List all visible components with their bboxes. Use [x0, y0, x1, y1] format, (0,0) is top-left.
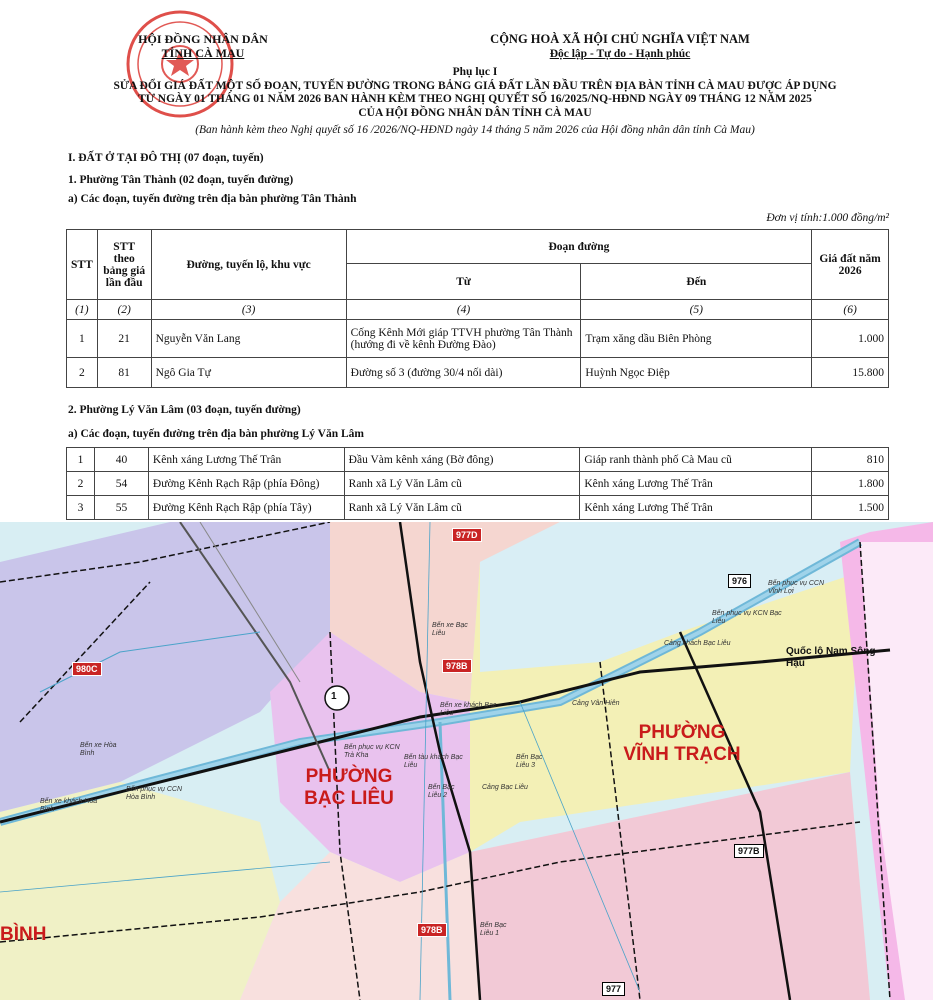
- cell-tu: Cống Kênh Mới giáp TTVH phường Tân Thành (hướng đi về kênh Đường Đào): [346, 320, 581, 358]
- col-stt-theo: STT theo bảng giá lần đầu: [97, 230, 151, 300]
- cell-den: Giáp ranh thành phố Cà Mau cũ: [580, 448, 812, 472]
- table-row: [67, 448, 889, 472]
- road-marker: 978B: [417, 923, 447, 937]
- table-row: [67, 358, 889, 388]
- col-duong: Đường, tuyến lộ, khu vực: [151, 230, 346, 300]
- poi-label: Cảng Vân Hiên: [572, 700, 620, 707]
- org-line2: TỈNH CÀ MAU: [161, 46, 245, 60]
- title-line2: TỪ NGÀY 01 THÁNG 01 NĂM 2026 BAN HÀNH KÈM THEO NGHỊ QUYẾT SỐ 16/2025/NQ-HĐND NGÀY 09 THÁNG 12 NĂM 2025: [138, 93, 812, 105]
- road-marker: 977B: [734, 844, 764, 858]
- poi-label: Bến Bạc Liêu 2: [428, 784, 455, 799]
- country-name: CỘNG HOÀ XÃ HỘI CHỦ NGHĨA VIỆT NAM: [490, 32, 750, 46]
- title-subtitle: (Ban hành kèm theo Nghị quyết số 16 /2026/NQ-HĐND ngày 14 tháng 5 năm 2026 của Hội đồng nhân dân tỉnh Cà Mau): [195, 124, 755, 136]
- section-heading-1: I. ĐẤT Ở TẠI ĐÔ THỊ (07 đoạn, tuyến): [68, 152, 264, 164]
- org-line1: HỘI ĐỒNG NHÂN DÂN: [138, 32, 268, 46]
- col-gia: Giá đất năm 2026: [812, 230, 889, 300]
- road-marker: 977D: [452, 528, 482, 542]
- section-heading-1-1: 1. Phường Tân Thành (02 đoạn, tuyến đường): [68, 174, 294, 186]
- cell-gia: 1.000: [812, 320, 889, 358]
- cell-stt-theo: 40: [94, 448, 148, 472]
- section-heading-1-2: 2. Phường Lý Văn Lâm (03 đoạn, tuyến đường): [68, 404, 301, 416]
- document-title: [60, 66, 890, 138]
- motto: Độc lập - Tự do - Hạnh phúc: [549, 48, 691, 60]
- cell-stt-theo: 21: [97, 320, 151, 358]
- highway-label: Quốc lộ Nam Sông Hậu: [786, 646, 876, 669]
- poi-label: Bến Bạc Liêu 1: [480, 922, 507, 937]
- col-den: Đến: [581, 264, 812, 300]
- cell-stt-theo: 55: [94, 496, 148, 520]
- cell-stt-theo: 54: [94, 472, 148, 496]
- planning-map: [0, 522, 933, 1000]
- cell-gia: 1.500: [812, 496, 889, 520]
- cell-duong: Nguyễn Văn Lang: [151, 320, 346, 358]
- col-doan: Đoạn đường: [346, 230, 812, 264]
- col-num: (6): [812, 300, 889, 320]
- title-line1: SỬA ĐỔI GIÁ ĐẤT MỘT SỐ ĐOẠN, TUYẾN ĐƯỜNG TRONG BẢNG GIÁ ĐẤT LẦN ĐẦU TRÊN ĐỊA BÀN TỈNH CÀ MAU ĐƯỢC ÁP DỤNG: [113, 79, 837, 92]
- road-marker: 977: [602, 982, 625, 996]
- national-header: [470, 32, 770, 62]
- col-stt: STT: [67, 230, 98, 300]
- appendix-label: Phụ lục I: [452, 66, 498, 78]
- poi-label: Bến tàu khách Bạc Liêu: [404, 754, 463, 769]
- cell-den: Kênh xáng Lương Thế Trân: [580, 496, 812, 520]
- road-marker: 976: [728, 574, 751, 588]
- poi-label: Bến phục vụ CCN Vĩnh Lợi: [768, 580, 825, 595]
- poi-label: Bến Bạc Liêu 3: [516, 754, 543, 769]
- col-num: (4): [346, 300, 581, 320]
- cell-stt-theo: 81: [97, 358, 151, 388]
- cell-stt: 3: [67, 496, 95, 520]
- price-table-2: [66, 447, 889, 520]
- poi-label: Bến xe khách Hòa Bình: [40, 798, 98, 813]
- cell-den: Kênh xáng Lương Thế Trân: [580, 472, 812, 496]
- ward-label-left: BÌNH: [0, 924, 47, 945]
- cell-duong: Ngô Gia Tự: [151, 358, 346, 388]
- price-table-1: [66, 229, 889, 388]
- cell-gia: 810: [812, 448, 889, 472]
- table-row: [67, 496, 889, 520]
- cell-tu: Ranh xã Lý Văn Lâm cũ: [344, 472, 580, 496]
- table-row: [67, 472, 889, 496]
- road-marker: 980C: [72, 662, 102, 676]
- cell-tu: Đường số 3 (đường 30/4 nối dài): [346, 358, 581, 388]
- ward-label-vinh-trach: PHƯỜNG VĨNH TRẠCH: [623, 722, 741, 765]
- ward-label-bac-lieu: PHƯỜNG BẠC LIÊU: [304, 766, 394, 809]
- cell-tu: Ranh xã Lý Văn Lâm cũ: [344, 496, 580, 520]
- col-tu: Từ: [346, 264, 581, 300]
- poi-label: Bến phục vụ CCN Hòa Bình: [126, 786, 183, 801]
- issuing-body: [118, 32, 288, 60]
- unit-note: Đơn vị tính:1.000 đồng/m²: [766, 212, 889, 224]
- cell-stt: 2: [67, 472, 95, 496]
- section-heading-1-2a: a) Các đoạn, tuyến đường trên địa bàn phường Lý Văn Lâm: [68, 428, 365, 440]
- cell-den: Huỳnh Ngọc Điệp: [581, 358, 812, 388]
- cell-stt: 1: [67, 448, 95, 472]
- poi-label: Cảng Bạc Liêu: [482, 784, 528, 791]
- poi-label: Bến phục vụ KCN Trà Kha: [344, 744, 400, 759]
- section-heading-1-1a: a) Các đoạn, tuyến đường trên địa bàn phường Tân Thành: [68, 193, 357, 205]
- col-num: (2): [97, 300, 151, 320]
- col-num: (5): [581, 300, 812, 320]
- poi-label: Bến xe khách Bạc Liêu: [440, 702, 497, 717]
- cell-gia: 15.800: [812, 358, 889, 388]
- cell-den: Trạm xăng dầu Biên Phòng: [581, 320, 812, 358]
- poi-label: Cảng khách Bạc Liêu: [664, 640, 731, 647]
- table-row: [67, 320, 889, 358]
- cell-duong: Đường Kênh Rạch Rập (phía Tây): [148, 496, 344, 520]
- cell-gia: 1.800: [812, 472, 889, 496]
- poi-label: Bến xe Hòa Bình: [80, 742, 117, 757]
- col-num: (3): [151, 300, 346, 320]
- cell-duong: Đường Kênh Rạch Rập (phía Đông): [148, 472, 344, 496]
- route-1-marker: 1: [331, 691, 337, 702]
- cell-stt: 2: [67, 358, 98, 388]
- title-line3: CỦA HỘI ĐỒNG NHÂN DÂN TỈNH CÀ MAU: [358, 106, 592, 119]
- cell-stt: 1: [67, 320, 98, 358]
- road-marker: 978B: [442, 659, 472, 673]
- poi-label: Bến xe Bạc Liêu: [432, 622, 468, 637]
- cell-tu: Đầu Vàm kênh xáng (Bờ đông): [344, 448, 580, 472]
- poi-label: Bến phục vụ KCN Bạc Liêu: [712, 610, 782, 625]
- cell-duong: Kênh xáng Lương Thế Trân: [148, 448, 344, 472]
- col-num: (1): [67, 300, 98, 320]
